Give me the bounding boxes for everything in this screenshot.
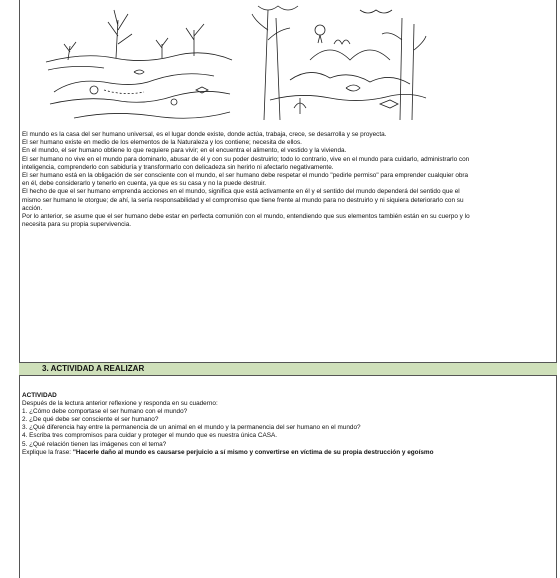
reading-paragraph: El hecho de que el ser humano emprenda acciones en el mundo, significa que está activamente en él y el sentido del mundo dependerá del sentido que el mismo ser humano le otorgue; de ahí, la sería responsabilidad y el compromiso que tiene frente al mundo para no destruirlo y ni siquiera deteriorarlo con su acción. (22, 188, 464, 212)
question-item: 3. ¿Qué diferencia hay entre la permanencia de un animal en el mundo y la permanencia del ser humano en el mundo? (22, 424, 361, 432)
reading-paragraph: El ser humano está en la obligación de ser consciente con el mundo, el ser humano debe respetar el mundo "pedirle permiso" para emprender cualquier obra en él, debe considerarlo y tenerlo en cuenta, ya que es su casa y no la puede destruir. (22, 172, 469, 188)
forest-illustration (250, 0, 428, 122)
question-item: 5. ¿Qué relación tienen las imágenes con el tema? (22, 440, 167, 448)
phrase-quote: "Hacerle daño al mundo es causarse perjuicio a sí mismo y convertirse en víctima de su propia destrucción y egoísmo (72, 448, 434, 456)
section-title: 3. ACTIVIDAD A REALIZAR (42, 364, 145, 373)
question-item: 1. ¿Cómo debe comportase el ser humano con el mundo? (22, 408, 188, 416)
question-item: 2. ¿De qué debe ser consciente el ser humano? (22, 416, 159, 424)
table-border-right (556, 0, 557, 578)
activity-heading: ACTIVIDAD (22, 392, 57, 399)
activity-intro: Después de la lectura anterior reflexione y responda en su cuaderno: (22, 400, 218, 408)
reading-text (22, 131, 472, 229)
table-border-left (19, 0, 20, 578)
reading-paragraph: En el mundo, el ser humano obtiene lo que requiere para vivir; en el encuentra el alimento, el vestido y la vivienda. (22, 147, 347, 155)
dry-landscape-illustration (44, 0, 234, 122)
reading-paragraph: El mundo es la casa del ser humano universal, es el lugar donde existe, donde actúa, trabaja, crece, se desarrolla y se proyecta. (22, 131, 387, 138)
phrase-prompt (22, 449, 482, 457)
activity-block (22, 392, 482, 457)
reading-paragraph: El ser humano existe en medio de los elementos de la Naturaleza y los contiene; necesita de ellos. (22, 139, 302, 147)
phrase-prefix: Explique la frase: (22, 448, 73, 456)
question-item: 4. Escriba tres compromisos para cuidar y proteger el mundo que es nuestra única CASA. (22, 432, 278, 440)
reading-paragraph: El ser humano no vive en el mundo para dominarlo, abusar de él y con su poder destruirlo; todo lo contrario, vive en el mundo para cuidarlo, administrarlo con inteligencia, comprenderlo con sabiduría y transformarlo con delicadeza sin herirlo ni afectarlo negativamente. (22, 155, 470, 171)
section-header (19, 362, 557, 376)
reading-paragraph: Por lo anterior, se asume que el ser humano debe estar en perfecta comunión con el mundo, entendiendo que sus elementos también están en su cuerpo y lo necesita para su propia supervivencia. (22, 213, 470, 229)
